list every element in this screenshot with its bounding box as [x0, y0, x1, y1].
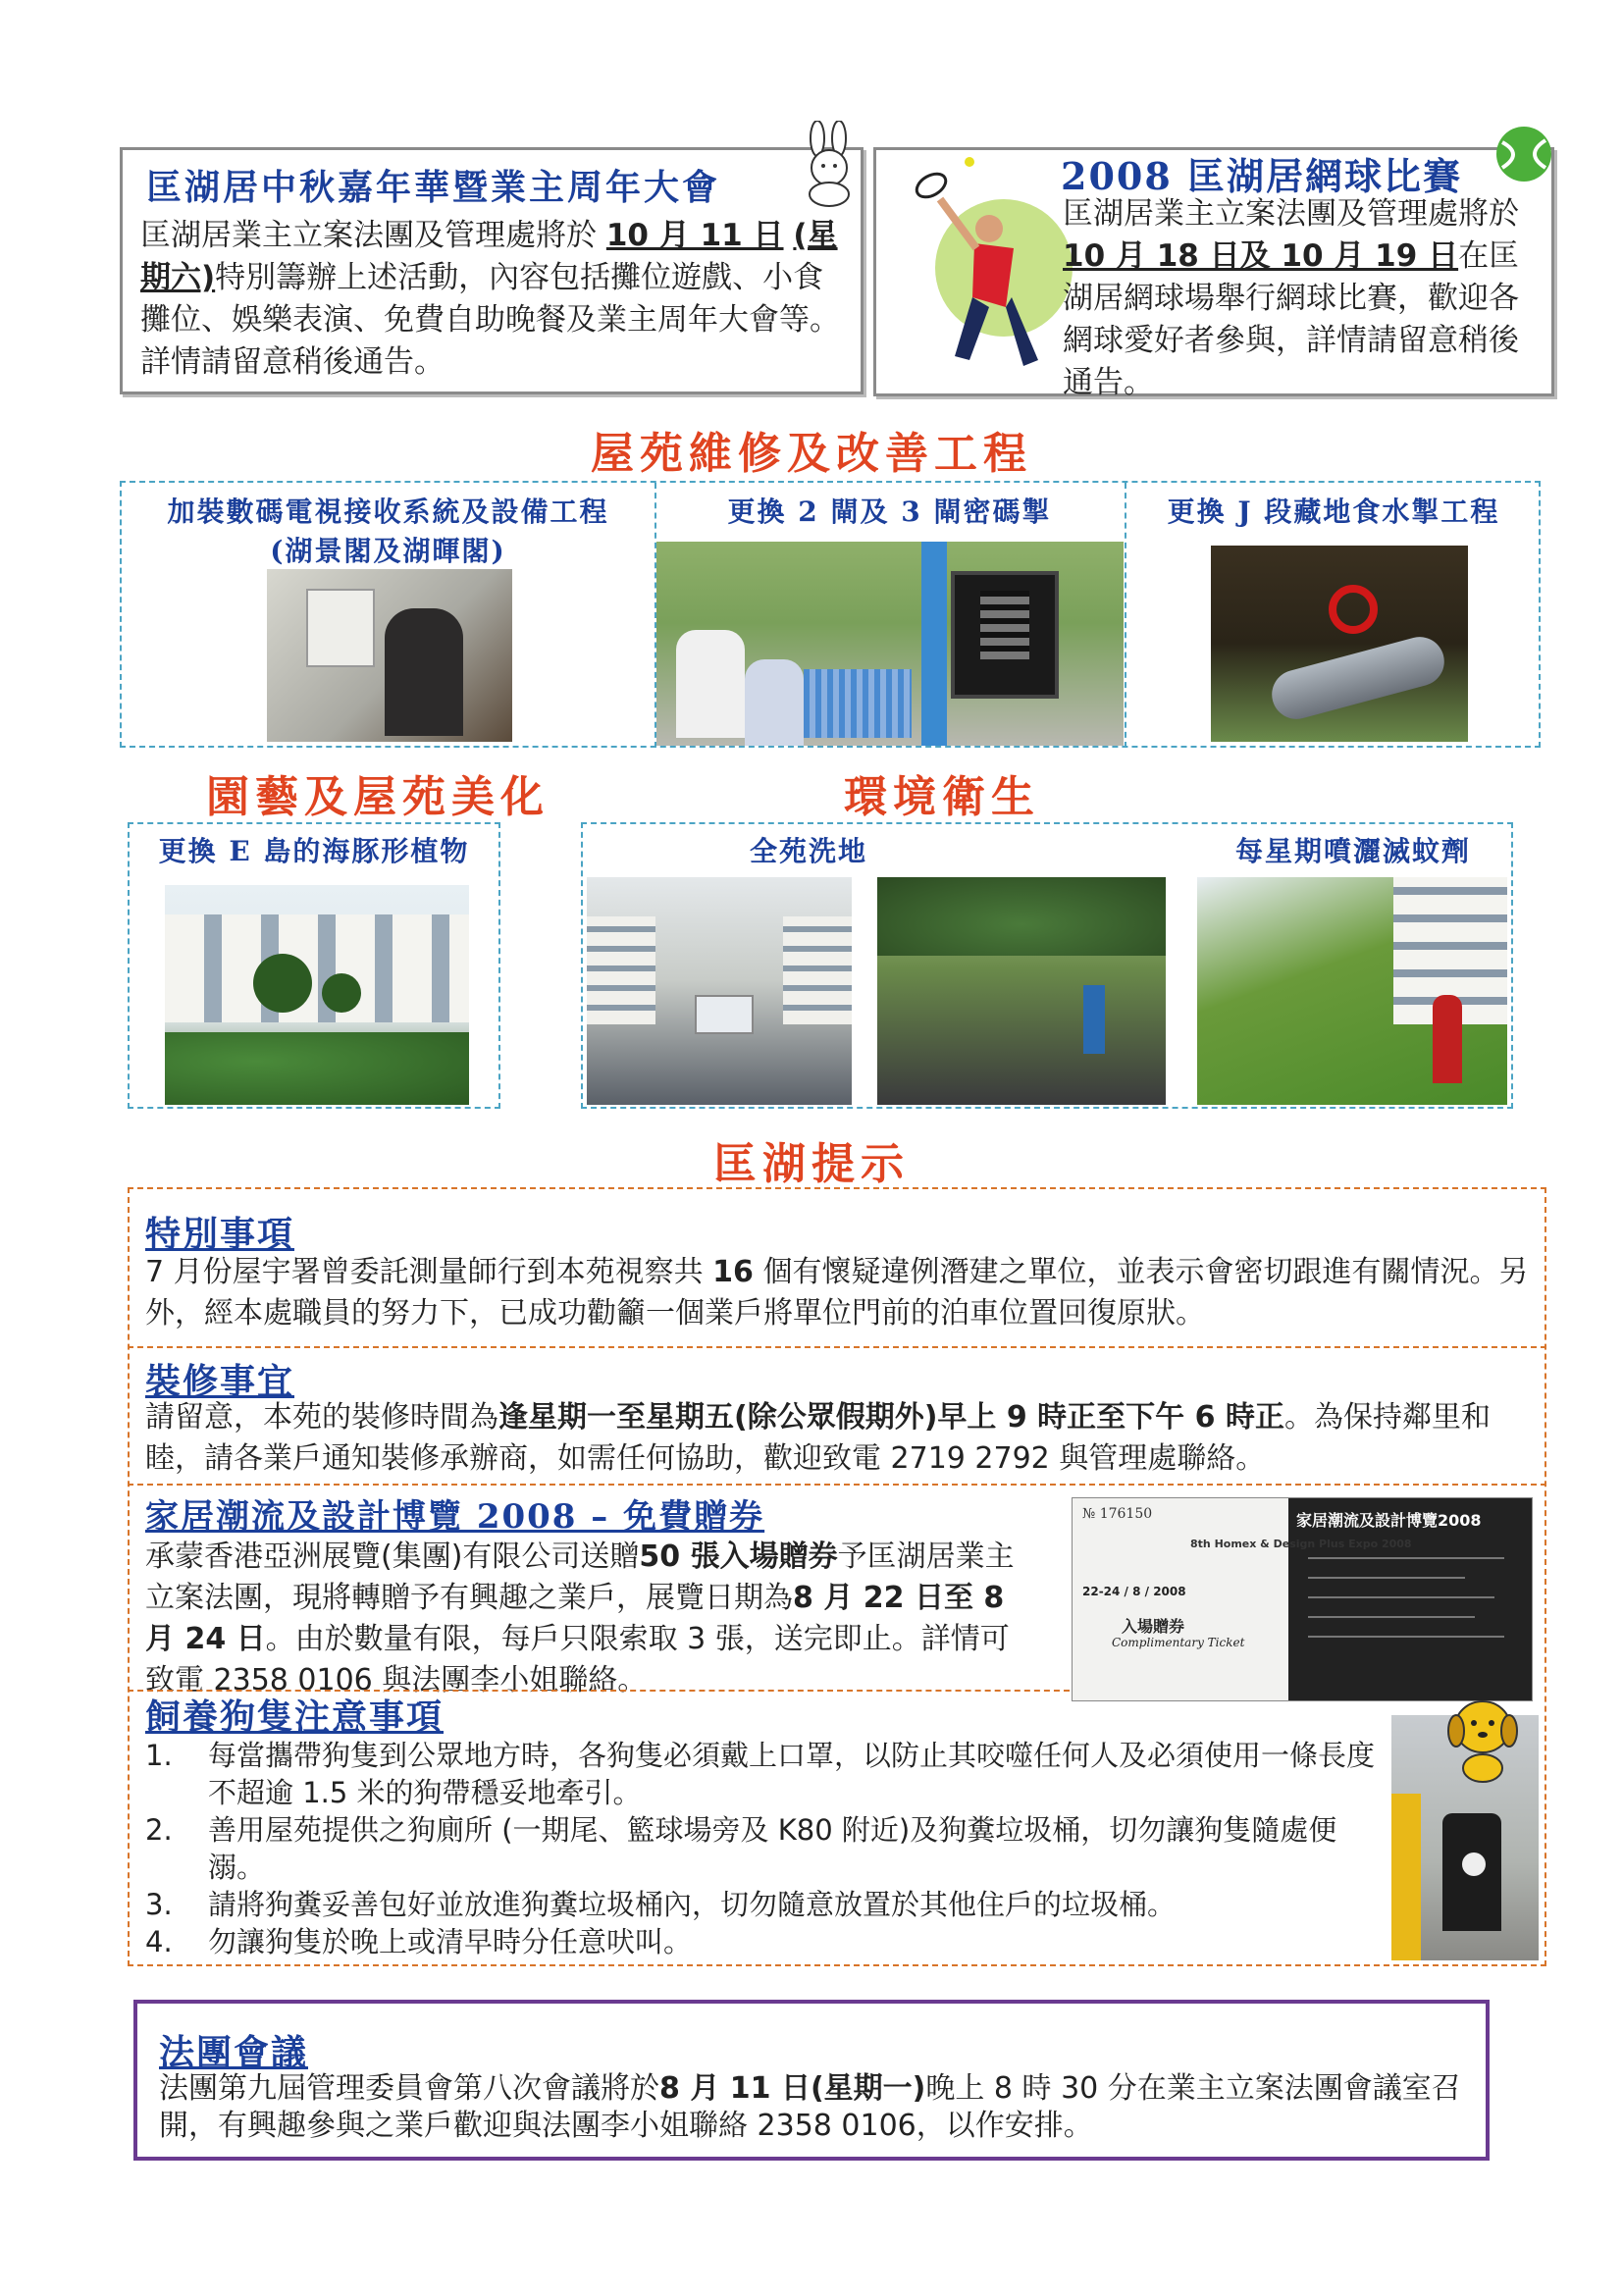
tennis-dates: 10 月 18 日及 10 月 19 日	[1063, 238, 1459, 274]
dog-rule-item	[145, 1737, 1391, 1811]
dog-rule-item	[145, 1923, 1391, 1960]
divider	[128, 1484, 1546, 1486]
meeting-body	[159, 2070, 1474, 2145]
dog-rule-text: 每當攜帶狗隻到公眾地方時，各狗隻必須戴上口罩，以防止其咬噬任何人及必須使用一條長度不超逾 1.5 米的狗帶穩妥地牽引。	[208, 1739, 1376, 1809]
expo-body	[145, 1537, 1038, 1701]
expo-ticket	[1072, 1497, 1533, 1701]
dog-rules-list	[145, 1737, 1391, 1960]
water-valve-caption: 更換 J 段藏地食水掣工程	[1167, 496, 1500, 528]
tennis-text-pre: 匡湖居業主立案法團及管理處將於	[1063, 196, 1519, 232]
expo-text-mid: 予匡湖居業主立案法團，現將轉贈予有興趣之業戶，展覽日期為	[145, 1539, 1015, 1615]
renovation-title: 裝修事宜	[145, 1361, 295, 1402]
mid-autumn-notice	[120, 147, 864, 394]
gate-keypad-photo	[656, 542, 1124, 746]
street-wash-photo-1	[587, 877, 852, 1105]
expo-dates: 8 月 22 日至 8 月 24 日	[145, 1581, 1005, 1656]
mid-autumn-text-post: 特別籌辦上述活動，內容包括攤位遊戲、小食攤位、娛樂表演、免費自助晚餐及業主周年大會等。詳情請留意稍後通告。	[140, 260, 840, 380]
dog-rule-number: 3.	[145, 1888, 173, 1921]
hygiene-heading: 環境衛生	[844, 772, 1040, 822]
dog-icon	[1440, 1688, 1525, 1786]
dog-rule-item	[145, 1886, 1391, 1923]
meeting-title: 法團會議	[159, 2032, 309, 2073]
ticket-label: 入場贈券	[1122, 1617, 1185, 1636]
renovation-text-post: 。為保持鄰里和睦，請各業戶通知裝修承辦商，如需任何協助，歡迎致電 2719 2792 與管理處聯絡。	[145, 1400, 1491, 1476]
expo-title: 家居潮流及設計博覽 2008 – 免費贈券	[145, 1497, 765, 1537]
mosquito-spray-photo	[1197, 877, 1507, 1105]
dog-rule-number: 4.	[145, 1925, 173, 1958]
dog-rule-text: 勿讓狗隻於晚上或清早時分任意吠叫。	[208, 1925, 693, 1958]
dog-rule-text: 請將狗糞妥善包好並放進狗糞垃圾桶內，切勿隨意放置於其他住戶的垃圾桶。	[208, 1888, 1177, 1921]
mid-autumn-title: 匡湖居中秋嘉年華暨業主周年大會	[146, 167, 721, 208]
expo-text-post: 。由於數量有限，每戶只限索取 3 張，送完即止。詳情可致電 2358 0106 與法團李小姐聯絡。	[145, 1622, 1010, 1697]
expo-tickets: 50 張入場贈券	[639, 1539, 838, 1574]
digital-tv-caption-line1: 加裝數碼電視接收系統及設備工程	[167, 496, 609, 528]
digital-tv-photo	[267, 569, 512, 742]
hygiene-box	[581, 822, 1513, 1109]
special-matters-body	[145, 1252, 1539, 1334]
dog-rule-number: 2.	[145, 1813, 173, 1847]
renovation-body	[145, 1397, 1539, 1480]
tennis-body	[1063, 193, 1544, 404]
tennis-notice	[873, 147, 1554, 400]
ticket-title: 家居潮流及設計博覽2008	[1296, 1511, 1482, 1530]
tips-heading: 匡湖提示	[713, 1139, 910, 1189]
gardening-box	[128, 822, 500, 1109]
expo-text-pre: 承蒙香港亞洲展覽(集團)有限公司送贈	[145, 1539, 640, 1574]
renovation-text-pre: 請留意，本苑的裝修時間為	[145, 1400, 498, 1435]
tennis-player-icon	[896, 150, 1082, 395]
ticket-dates: 22-24 / 8 / 2008	[1082, 1585, 1186, 1598]
dolphin-plant-photo	[165, 885, 469, 1105]
street-wash-caption: 全苑洗地	[749, 835, 867, 867]
mid-autumn-body	[140, 215, 847, 384]
ticket-number: № 176150	[1082, 1506, 1153, 1522]
ticket-label-en: Complimentary Ticket	[1112, 1636, 1245, 1649]
divider	[128, 1346, 1546, 1348]
dog-rule-number: 1.	[145, 1739, 173, 1772]
gardening-caption: 更換 E 島的海豚形植物	[158, 835, 470, 867]
digital-tv-caption	[122, 491, 654, 569]
gardening-heading: 園藝及屋苑美化	[206, 772, 550, 822]
meeting-text-post: 晚上 8 時 30 分在業主立案法團會議室召開，有興趣參與之業戶歡迎與法團李小姐聯絡 2358 0106，以作安排。	[159, 2071, 1461, 2143]
mid-autumn-weekday: (星期六)	[140, 218, 838, 295]
digital-tv-caption-line2: (湖景閣及湖暉閣)	[270, 535, 506, 567]
special-text-post: 個有懷疑違例潛建之單位，並表示會密切跟進有關情況。另外，經本處職員的努力下，已成功勸籲一個業戶將單位門前的泊車位置回復原狀。	[145, 1255, 1529, 1331]
street-wash-photo-2	[877, 877, 1166, 1105]
special-count: 16	[712, 1255, 754, 1289]
mosquito-spray-caption: 每星期噴灑滅蚊劑	[1234, 835, 1471, 867]
meeting-text-pre: 法團第九屆管理委員會第八次會議將於	[159, 2071, 659, 2106]
dog-rule-text: 善用屋苑提供之狗廁所 (一期尾、籃球場旁及 K80 附近)及狗糞垃圾桶，切勿讓狗隻隨處便溺。	[208, 1813, 1337, 1884]
tennis-text-post: 在匡湖居網球場舉行網球比賽，歡迎各網球愛好者參與，詳情請留意稍後通告。	[1063, 238, 1520, 400]
tennis-title: 2008 匡湖居網球比賽	[1061, 154, 1462, 198]
tennis-ball-icon	[1492, 123, 1555, 185]
gate-keypad-caption: 更換 2 閘及 3 閘密碼掣	[727, 496, 1052, 528]
mid-autumn-text-pre: 匡湖居業主立案法團及管理處將於	[140, 218, 597, 253]
mid-autumn-date: 10 月 11 日	[605, 218, 784, 253]
ticket-subtitle: 8th Homex & Design Plus Expo 2008	[1190, 1538, 1412, 1550]
renovation-hours: 逢星期一至星期五(除公眾假期外)早上 9 時正至下午 6 時正	[498, 1400, 1284, 1435]
special-text-pre: 7 月份屋宇署曾委託測量師行到本苑視察共	[145, 1255, 704, 1289]
dog-rule-item	[145, 1811, 1391, 1886]
rabbit-icon	[790, 121, 868, 209]
water-valve-photo	[1211, 546, 1468, 742]
special-matters-title: 特別事項	[145, 1214, 295, 1255]
maintenance-box	[120, 481, 1541, 748]
maintenance-heading: 屋苑維修及改善工程	[591, 429, 1032, 479]
dog-rules-title: 飼養狗隻注意事項	[145, 1696, 445, 1738]
meeting-date: 8 月 11 日(星期一)	[659, 2071, 926, 2106]
meeting-notice	[133, 2000, 1490, 2161]
